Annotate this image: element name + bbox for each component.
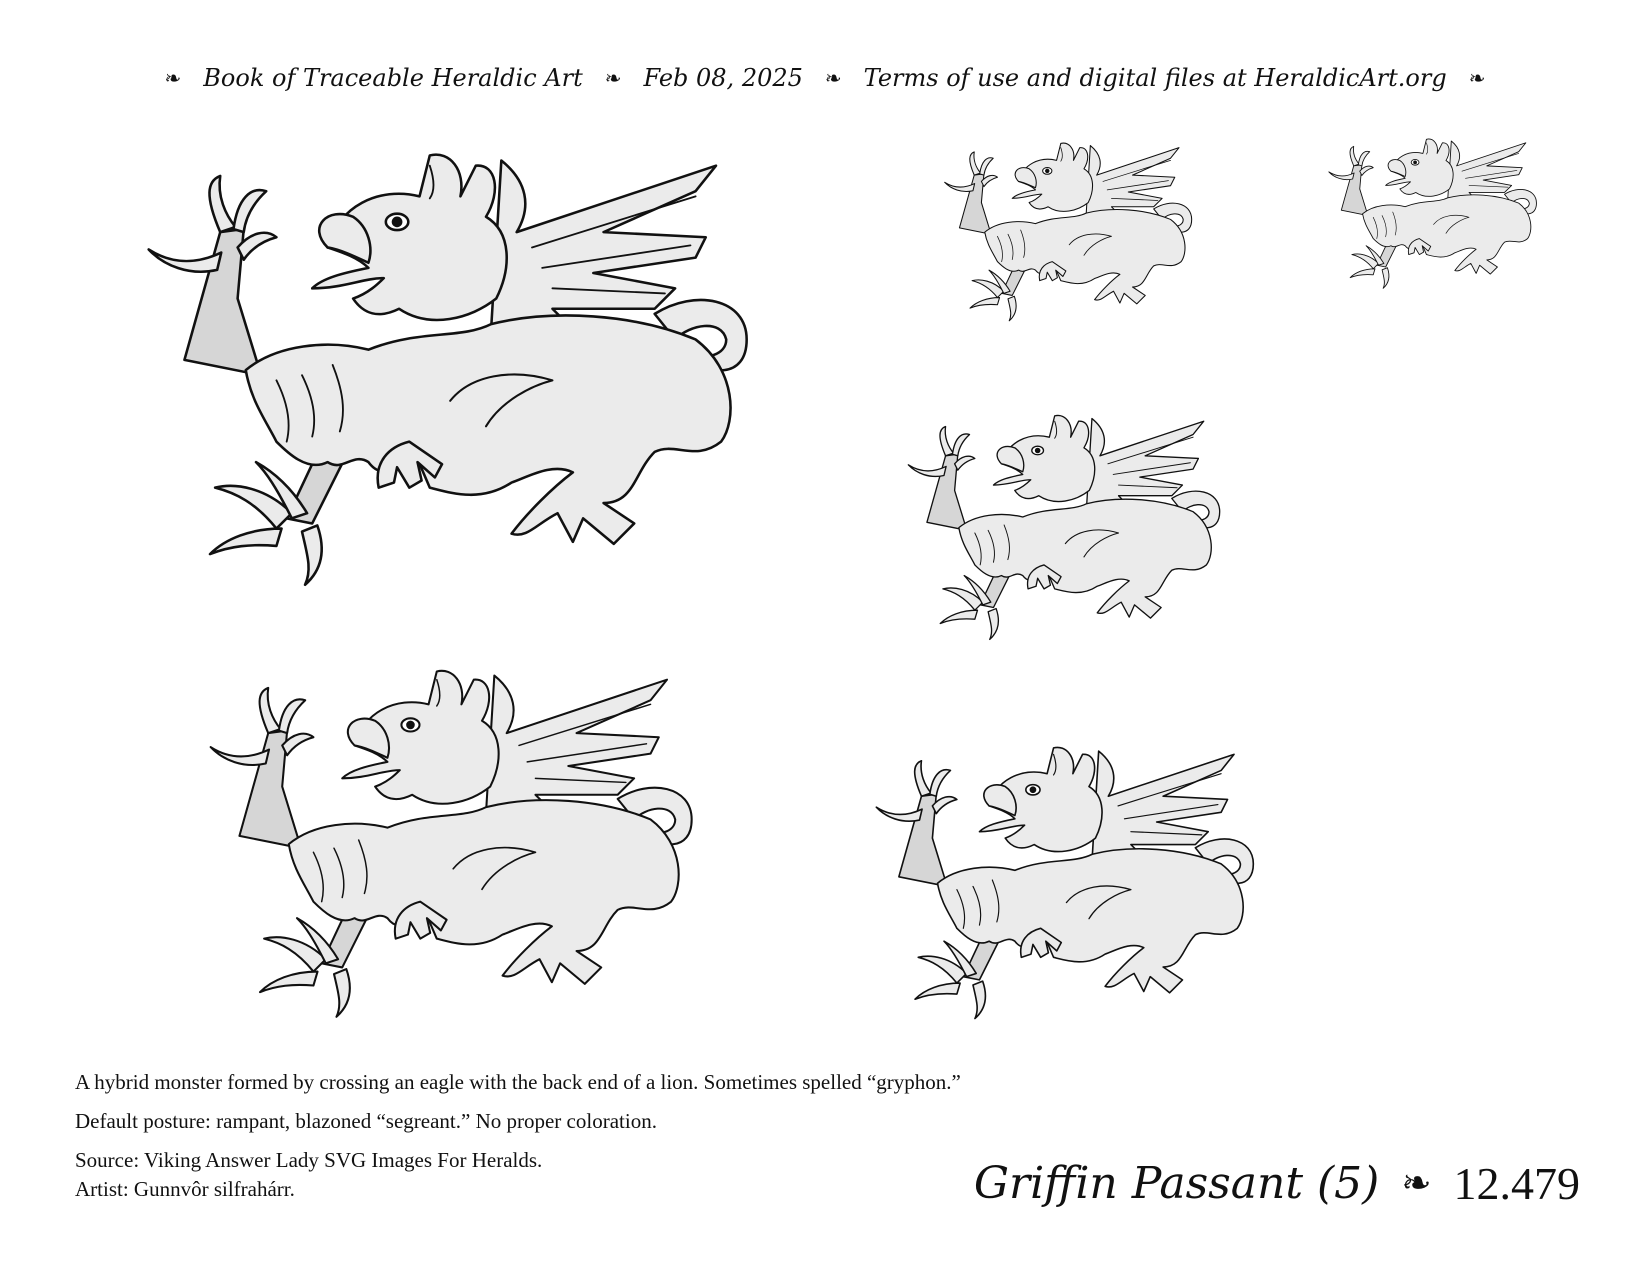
griffin-small-illustration-1 — [930, 135, 1200, 325]
plate-number: 12.479 — [1453, 1157, 1580, 1209]
griffin-large-illustration — [120, 135, 760, 595]
description-line-1: A hybrid monster formed by crossing an eagle with the back end of a lion. Sometimes spelled “gryphon.” — [75, 1070, 961, 1094]
griffin-large-illustration-2 — [185, 655, 705, 1025]
fleuron-icon: ❧ — [164, 66, 182, 90]
griffin-medium-illustration-2 — [860, 735, 1260, 1025]
griffin-medium-illustration-1 — [895, 405, 1225, 645]
source-credit: Source: Viking Answer Lady SVG Images For Heralds. — [75, 1148, 543, 1172]
fleuron-icon: ❧ — [1468, 66, 1486, 90]
fleuron-icon: ❧ — [1401, 1162, 1432, 1204]
plate-title: Griffin Passant (5) — [973, 1157, 1380, 1209]
book-title: Book of Traceable Heraldic Art — [203, 64, 583, 92]
terms-of-use: Terms of use and digital files at HeraldicArt.org — [863, 64, 1447, 92]
fleuron-icon: ❧ — [604, 66, 622, 90]
publication-date: Feb 08, 2025 — [643, 64, 803, 92]
page-header — [0, 58, 1650, 98]
fleuron-icon: ❧ — [824, 66, 842, 90]
plate-caption — [974, 1152, 1580, 1214]
description-line-2: Default posture: rampant, blazoned “segreant.” No proper coloration. — [75, 1109, 657, 1133]
griffin-small-illustration-2 — [1320, 132, 1540, 292]
artist-credit: Artist: Gunnvôr silfrahárr. — [75, 1177, 295, 1201]
